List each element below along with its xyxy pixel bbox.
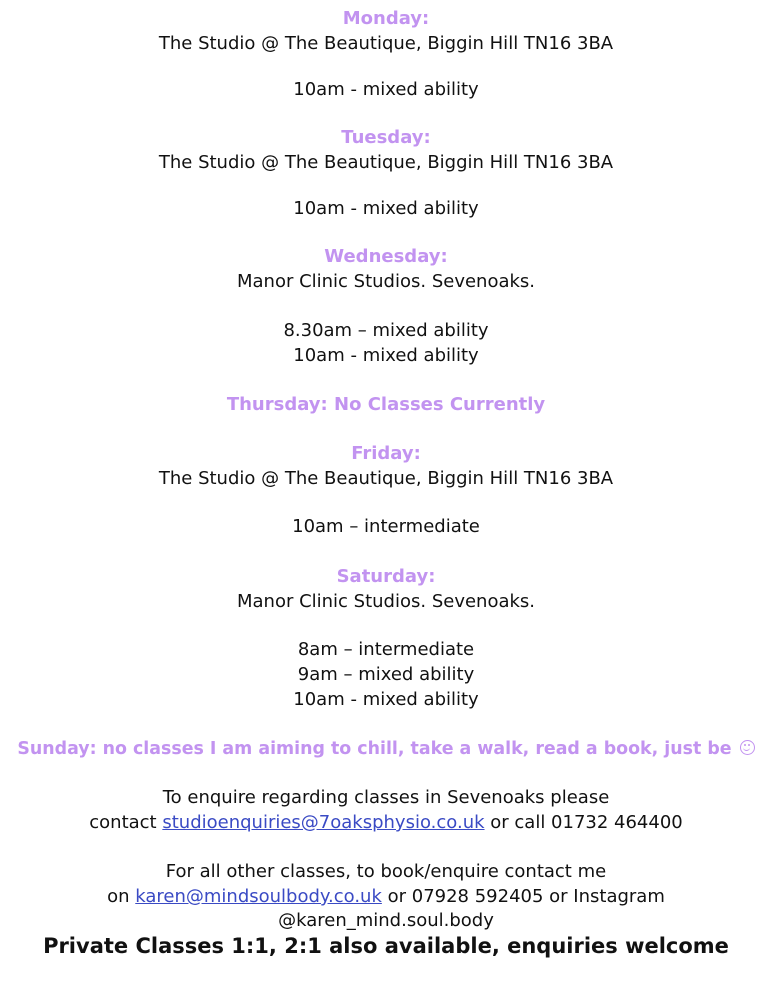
tuesday-heading: Tuesday: xyxy=(341,127,431,148)
karen-email-link[interactable]: karen@mindsoulbody.co.uk xyxy=(135,886,382,907)
other-enquiry-line-1: For all other classes, to book/enquire contact me xyxy=(165,861,607,882)
saturday-venue: Manor Clinic Studios. Sevenoaks. xyxy=(236,591,536,612)
other-contact-prefix: on xyxy=(107,886,136,907)
monday-venue: The Studio @ The Beautique, Biggin Hill TN16 3BA xyxy=(158,33,614,54)
saturday-heading: Saturday: xyxy=(336,566,436,587)
monday-heading: Monday: xyxy=(342,8,430,29)
tuesday-time-1: 10am - mixed ability xyxy=(293,198,479,219)
saturday-time-1: 8am – intermediate xyxy=(297,639,475,660)
sunday-heading xyxy=(0,737,772,761)
tuesday-venue: The Studio @ The Beautique, Biggin Hill TN16 3BA xyxy=(158,152,614,173)
friday-venue: The Studio @ The Beautique, Biggin Hill TN16 3BA xyxy=(158,468,614,489)
friday-time-1: 10am – intermediate xyxy=(292,516,480,537)
wednesday-venue: Manor Clinic Studios. Sevenoaks. xyxy=(236,271,536,292)
sunday-heading-text: Sunday: no classes I am aiming to chill, take a walk, read a book, just be xyxy=(17,739,732,759)
sevenoaks-enquiry-line-2 xyxy=(0,811,772,835)
friday-heading: Friday: xyxy=(351,443,421,464)
saturday-time-2: 9am – mixed ability xyxy=(297,664,475,685)
wednesday-time-2: 10am - mixed ability xyxy=(293,345,479,366)
other-enquiry-line-2 xyxy=(0,885,772,909)
sevenoaks-contact-prefix: contact xyxy=(89,812,163,833)
saturday-time-3: 10am - mixed ability xyxy=(293,689,479,710)
thursday-heading: Thursday: No Classes Currently xyxy=(226,394,546,415)
private-classes-note: Private Classes 1:1, 2:1 also available, enquiries welcome xyxy=(43,934,729,958)
smiley-icon xyxy=(740,740,755,755)
monday-time-1: 10am - mixed ability xyxy=(293,79,479,100)
wednesday-time-1: 8.30am – mixed ability xyxy=(283,320,489,341)
sevenoaks-phone-text: or call 01732 464400 xyxy=(484,812,683,833)
instagram-handle: @karen_mind.soul.body xyxy=(278,910,494,931)
wednesday-heading: Wednesday: xyxy=(324,246,448,267)
studio-enquiries-email-link[interactable]: studioenquiries@7oaksphysio.co.uk xyxy=(162,812,485,833)
other-phone-instagram-text: or 07928 592405 or Instagram xyxy=(381,886,665,907)
sevenoaks-enquiry-line-1: To enquire regarding classes in Sevenoaks please xyxy=(162,787,610,808)
